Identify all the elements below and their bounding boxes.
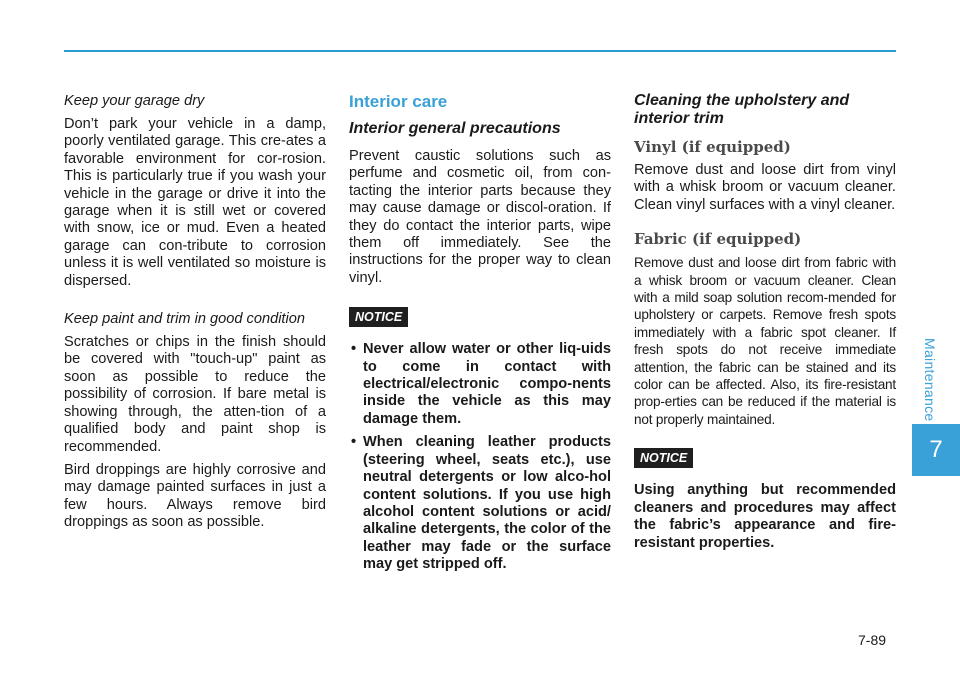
heading-keep-paint: Keep paint and trim in good condition: [64, 311, 305, 328]
header-rule: [64, 50, 896, 52]
chapter-label: Maintenance: [922, 338, 938, 422]
paragraph-scratches: Scratches or chips in the finish should be covered with "touch-up" paint as soon as possible to reduce the possibility of corrosion. If bare metal is showing through, the atten-tion of a qualified body and paint shop is recommended.: [64, 334, 326, 455]
bullet-item: • Never allow water or other liq-uids to come in contact with electrical/electronic compo-nents inside the vehicle as this may damage them.: [349, 341, 611, 428]
section-title-interior-care: Interior care: [349, 92, 448, 111]
paragraph-fabric: Remove dust and loose dirt from fabric with a whisk broom or vacuum cleaner. Clean with a mild soap solution recom-mended for upholstery or carpets. Remove fresh spots immediately with a fabric spot cleaner. If fresh spots do not receive immediate attention, the fabric can be stained and its color can be affected. Also, its fire-resistant prop-erties can be reduced if the material is not properly maintained.: [634, 255, 896, 427]
heading-fabric: Fabric (if equipped): [634, 230, 802, 249]
column-3: [634, 92, 896, 558]
notice-badge: NOTICE: [634, 448, 693, 468]
page-number: 7-89: [858, 632, 887, 648]
heading-vinyl: Vinyl (if equipped): [634, 138, 791, 156]
heading-cleaning-upholstery: Cleaning the upholstery and interior trim: [634, 92, 850, 127]
column-2: [349, 92, 611, 580]
paragraph-caustic: Prevent caustic solutions such as perfume and cosmetic oil, from con-tacting the interior parts because they may cause damage or discol-oration. If they do contact the interior parts, wipe them off immediately. See the instructions for the proper way to clean vinyl.: [349, 148, 611, 286]
notice-badge: NOTICE: [349, 307, 408, 327]
paragraph-garage: Don’t park your vehicle in a damp, poorly ventilated garage. This cre-ates a favorable environment for cor-rosion. This is particularly true if you wash your vehicle in the garage or drive it into the garage when it is still wet or covered with snow, ice or mud. Even a heated garage can con-tribute to corrosion unless it is well ventilated so moisture is dispersed.: [64, 116, 326, 289]
bullet-item: • When cleaning leather products (steering wheel, seats etc.), use neutral detergents or low alco-hol content solutions. If you use high alcohol content solutions or acid/ alkaline detergents, the color of the leather may fade or the surface may get stripped off.: [349, 434, 611, 573]
paragraph-bird-droppings: Bird droppings are highly corrosive and may damage painted surfaces in just a few hours. Always remove bird droppings as soon as possible.: [64, 461, 326, 531]
paragraph-vinyl: Remove dust and loose dirt from vinyl with a whisk broom or vacuum cleaner. Clean vinyl surfaces with a vinyl cleaner.: [634, 162, 896, 213]
heading-keep-garage-dry: Keep your garage dry: [64, 93, 205, 109]
chapter-tab: 7: [912, 424, 960, 476]
notice-bullet-list: [349, 341, 611, 573]
column-1: [64, 92, 326, 538]
subheading-general-precautions: Interior general precautions: [349, 120, 561, 137]
notice-text: Using anything but recommended cleaners and procedures may affect the fabric’s appearance and fire-resistant properties.: [634, 482, 896, 551]
